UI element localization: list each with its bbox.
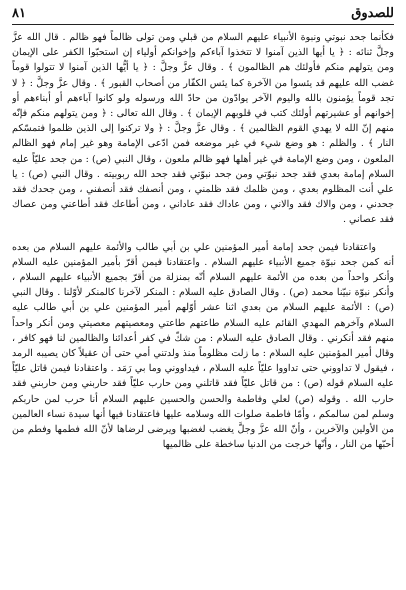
header-rule (12, 24, 394, 25)
body-text (12, 30, 394, 584)
page-header (12, 6, 394, 24)
running-title: للصدوق (351, 6, 394, 21)
page-number: ٨١ (12, 6, 26, 21)
paragraph: فكأنما جحد نبوتي ونبوة الأنبياء عليهم السلام من قبلي ومن تولى ظالماً فهو ظالم . قال الله عزَّ وجلَّ ثنائه : ﴿ يا أيها الذين آمنوا لا تتخذوا آباءكم وإخوانكم أولياء إن استحبّوا الكفر على الإيمان ومن يتولهم منكم فأولئك هم الظالمون ﴾ . وقال عزَّ وجلَّ : ﴿ يا أيُّها الذين آمنوا لا تتولوا قوماً غضب الله عليهم قد يئسوا من الآخرة كما يئس الكفّار من أصحاب القبور ﴾ . وقال عزَّ وجلَّ : ﴿ لا تجد قوماً يؤمنون بالله واليوم الآخر يوادّون من حادّ الله ورسوله ولو كانوا آباءهم أو أبناءهم أو إخوانهم أو عشيرتهم أولئك كتب في قلوبهم الإيمان ﴾ . وقال الله تعالى : ﴿ ومن يتولهم منكم فإنّه منهم إنّ الله لا يهدي القوم الظالمين ﴾ . وقال عزَّ وجلَّ : ﴿ ولا تركنوا إلى الذين ظلموا فتمسّكم النار ﴾ . والظلم : هو وضع شيء في غير موضعه فمن ادّعى الإمامة وهو غير إمام فهو الظالم الملعون ، ومن وضع الإمامة في غير أهلها فهو ظالم ملعون ، وقال النبي (ص) : من جحد عليّاً عليه السلام إمامة بعدي فقد جحد نبوّتي ومن جحد نبوّتي فقد جحد الله ربوبيته . وقال النبي (ص) : يا علي أنت المظلوم بعدي ، ومن ظلمك فقد ظلمني ، ومن أنصفك فقد أنصفني ، ومن جحدك فقد جحدني ، ومن والاك فقد والاني ، ومن عاداك فقد عاداني ، ومن أطاعك فقد أطاعني ومن عصاك فقد عصاني . (12, 32, 394, 226)
paragraph: واعتقادنا فيمن جحد إمامة أمير المؤمنين علي بن أبي طالب والأئمة عليهم السلام من بعده أنه كمن جحد نبوّة جميع الأنبياء عليهم السلام . واعتقادنا فيمن أقرّ بأمير المؤمنين عليه السلام وأنكر واحداً من بعده من الأئمة عليهم السلام أنّه بمنزلة من أقرّ بجميع الأنبياء عليهم السلام ، وأنكر نبوّة نبيّنا محمد (ص) . وقال الصادق عليه السلام : المنكر لآخرنا كالمنكر لأوّلنا . وقال النبي (ص) : الأئمة عليهم السلام من بعدي اثنا عشر أوّلهم أمير المؤمنين علي بن أبي طالب عليه السلام وآخرهم المهدي القائم عليه السلام طاعتهم طاعتي ومعصيتهم معصيتي ومن أنكر واحداً منهم فقد أنكرني . وقال الصادق عليه السلام : من شكّ في كفر أعدائنا والظالمين لنا فهو كافر ، وقال أمير المؤمنين عليه السلام : ما زلت مظلوماً منذ ولدتني أمي حتى أن عقيلاً كان يصيبه الرمد ، فيقول لا تداووني حتى تداووا عليّاً عليه السلام ، فيداووني وما بي رَمَد . واعتقادنا فيمن قاتل عليّاً عليه السلام قوله (ص) : من قاتل عليّاً فقد قاتلني ومن حارب عليّاً فقد حاربني ومن حاربني فقد حارب الله . وقوله (ص) لعلي وفاطمة والحسن والحسين عليهم السلام أنا حرب لمن حاربكم وسلم لمن سالمكم ، وأمّا فاطمة صلوات الله وسلامه عليها فاعتقادنا فيها أنها سيدة نساء العالمين من الأولين والآخرين ، وأنّ الله عزَّ وجلَّ يغضب لغضبها ويرضى لرضاها لأنّ الله فطمها وفطم من أحبّها من النار ، وأنّها خرجت من الدنيا ساخطة على ظالميها (12, 241, 394, 451)
